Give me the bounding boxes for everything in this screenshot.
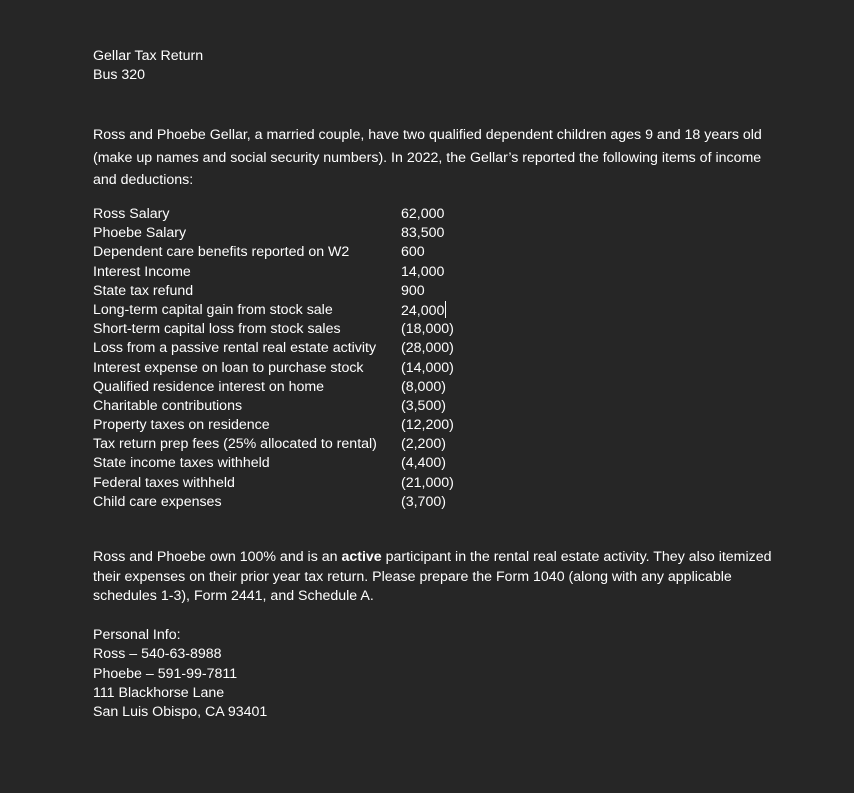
closing-text-before: Ross and Phoebe own 100% and is an — [93, 549, 342, 565]
item-label: Federal taxes withheld — [93, 474, 235, 491]
item-label: Dependent care benefits reported on W2 — [93, 244, 350, 261]
document-title: Gellar Tax Return — [93, 48, 204, 64]
list-item — [93, 243, 493, 262]
item-label: Interest expense on loan to purchase stock — [93, 359, 364, 376]
personal-info — [93, 626, 267, 722]
item-label: Tax return prep fees (25% allocated to rental) — [93, 436, 377, 453]
city-state-zip: San Luis Obispo, CA 93401 — [93, 704, 268, 721]
closing-paragraph — [93, 548, 773, 607]
list-item — [93, 339, 493, 358]
closing-text-after: participant in the rental real estate activity. They also itemized their expenses on their prior year tax return. Please prepare the Form 1040 (along with any applicable schedules 1-3), Form 2441, and Schedule A. — [93, 549, 772, 604]
list-item — [93, 435, 493, 454]
item-label: Charitable contributions — [93, 397, 243, 414]
list-item — [93, 301, 493, 320]
item-label: State income taxes withheld — [93, 455, 270, 472]
closing-emphasis: active — [341, 549, 382, 565]
list-item — [93, 282, 493, 301]
item-value: (28,000) — [401, 340, 454, 357]
list-item — [93, 378, 493, 397]
item-label: Loss from a passive rental real estate activity — [93, 340, 377, 357]
item-value: (3,500) — [401, 397, 446, 414]
item-value: (2,200) — [401, 436, 446, 453]
street-address: 111 Blackhorse Lane — [93, 684, 225, 701]
item-label: Long-term capital gain from stock sale — [93, 301, 333, 318]
list-item — [93, 493, 493, 512]
list-item — [93, 416, 493, 435]
item-value: (21,000) — [401, 474, 454, 491]
item-value: 900 — [401, 282, 425, 299]
list-item — [93, 397, 493, 416]
course-code: Bus 320 — [93, 67, 146, 83]
item-value: (14,000) — [401, 359, 454, 376]
item-value: 600 — [401, 244, 425, 261]
intro-paragraph: Ross and Phoebe Gellar, a married couple, have two qualified dependent children ages 9 and 18 years old (make up names and social security numbers). In 2022, the Gellar’s reported the following items of income and deductions: — [93, 127, 762, 188]
ross-ssn: Ross – 540-63-8988 — [93, 646, 222, 663]
item-value: 83,500 — [401, 225, 445, 242]
item-label: Interest Income — [93, 263, 191, 280]
text-cursor — [445, 301, 446, 318]
personal-info-heading: Personal Info: — [93, 627, 181, 643]
item-value-with-cursor[interactable] — [401, 301, 446, 321]
phoebe-ssn: Phoebe – 591-99-7811 — [93, 665, 238, 682]
item-label: Phoebe Salary — [93, 225, 187, 242]
list-item — [93, 474, 493, 493]
list-item — [93, 263, 493, 282]
list-item — [93, 205, 493, 224]
income-deduction-list — [93, 205, 493, 512]
item-value: 62,000 — [401, 206, 445, 222]
item-value: (3,700) — [401, 493, 446, 510]
list-item — [93, 224, 493, 243]
item-label: Qualified residence interest on home — [93, 378, 325, 395]
document-header — [93, 47, 203, 85]
item-value: (8,000) — [401, 378, 446, 395]
item-value: (12,200) — [401, 417, 454, 434]
item-label: Property taxes on residence — [93, 417, 270, 434]
item-label: Child care expenses — [93, 493, 222, 510]
item-label: State tax refund — [93, 282, 194, 299]
list-item — [93, 320, 493, 339]
item-value: (18,000) — [401, 321, 454, 338]
item-value: 24,000 — [401, 302, 445, 319]
item-value: 14,000 — [401, 263, 445, 280]
item-value: (4,400) — [401, 455, 446, 472]
item-label: Ross Salary — [93, 206, 170, 222]
item-label: Short-term capital loss from stock sales — [93, 321, 341, 338]
list-item — [93, 454, 493, 473]
list-item — [93, 359, 493, 378]
